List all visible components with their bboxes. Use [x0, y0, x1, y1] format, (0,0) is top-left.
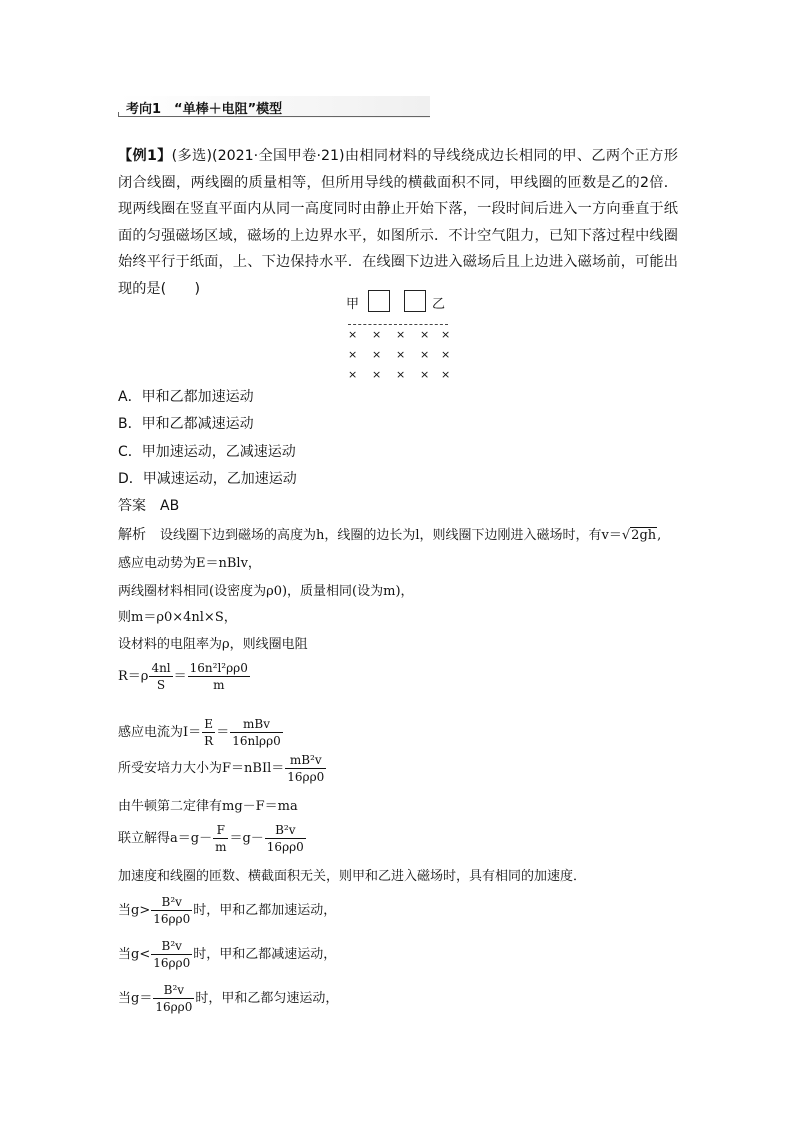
field-boundary-line [348, 324, 448, 325]
field-cross-mark: × [420, 328, 430, 341]
field-cross-mark: × [396, 368, 406, 381]
coil-jia-square [368, 290, 390, 312]
solution-line-current: 感应电流为I＝ $\frac{E}{R}$ ＝ $\frac{\text{mBv}}{\text{16nlρρ0}}$ [118, 717, 281, 748]
field-cross-mark: × [441, 348, 451, 361]
section-heading [118, 96, 430, 118]
field-cross-mark: × [441, 368, 451, 381]
solution-line-resistance: R＝ρ $\frac{4nl}{S}$ ＝ $\frac{\text{16n²l²ρρ0}}{m}$ [118, 661, 248, 692]
solution-line-1: 解析 设线圈下边到磁场的高度为h，线圈的边长为l，则线圈下边刚进入磁场时，有v＝√2gh, [118, 527, 662, 543]
coil-jia-label: 甲 [346, 297, 360, 312]
solution-line-newton: 由牛顿第二定律有mg－F＝ma [118, 799, 298, 814]
field-cross-mark: × [441, 328, 451, 341]
heading-rule [118, 116, 430, 117]
fraction: $\frac{\text{mB²v}}{16\rho\rho 0}$ [287, 753, 325, 784]
field-cross-mark: × [396, 328, 406, 341]
coil-figure [340, 288, 460, 380]
option-d: D．甲减速运动，乙加速运动 [118, 470, 297, 487]
option-c: C．甲加速运动，乙减速运动 [118, 443, 296, 460]
field-cross-mark: × [420, 368, 430, 381]
options-list [118, 384, 297, 493]
field-cross-mark: × [372, 368, 382, 381]
fraction: $\frac{\text{B²v}}{16\rho\rho 0}$ [155, 983, 193, 1014]
solution-line-4: 则m＝ρ0×4nl×S， [118, 610, 237, 625]
solution-case-uniform: 当g＝ $\frac{\text{B²v}}{16\rho\rho 0}$ 时，甲和乙都匀速运动， [118, 983, 339, 1014]
field-cross-mark: × [420, 348, 430, 361]
fraction: $\frac{\text{B²v}}{16\rho\rho 0}$ [266, 823, 304, 854]
field-cross-mark: × [348, 348, 358, 361]
answer-line [118, 495, 179, 515]
field-cross-mark: × [348, 368, 358, 381]
field-cross-mark: × [396, 348, 406, 361]
coil-yi-label: 乙 [432, 297, 446, 312]
problem-statement [118, 143, 678, 303]
fraction: $\frac{E}{R}$ [204, 717, 214, 748]
fraction: $\frac{\text{B²v}}{16\rho\rho 0}$ [153, 895, 191, 926]
field-cross-mark: × [348, 328, 358, 341]
example-tag: 【例1】 [118, 148, 172, 164]
answer-label: 答案 [118, 498, 146, 514]
fraction: $\frac{\text{B²v}}{16\rho\rho 0}$ [153, 939, 191, 970]
solution-label: 解析 [118, 527, 146, 543]
problem-source: (多选)(2021·全国甲卷·21) [171, 148, 345, 164]
fraction: $\frac{\text{16n²l²ρρ0}}{m}$ [189, 661, 248, 692]
solution-line-accel: 联立解得a＝g－ $\frac{F}{m}$ ＝g－ $\frac{\text{B²v}}{16\rho\rho 0}$ [118, 823, 304, 854]
fraction: $\frac{\text{mBv}}{\text{16nlρρ0}}$ [232, 717, 281, 748]
solution-case-decelerate: 当g< $\frac{\text{B²v}}{16\rho\rho 0}$ 时，甲和乙都减速运动， [118, 939, 337, 970]
option-b: B．甲和乙都减速运动 [118, 416, 254, 433]
solution-case-accelerate: 当g> $\frac{\text{B²v}}{16\rho\rho 0}$ 时，甲和乙都加速运动， [118, 895, 337, 926]
option-a: A．甲和乙都加速运动 [118, 389, 254, 405]
problem-text: 由相同材料的导线绕成边长相同的甲、乙两个正方形闭合线圈，两线圈的质量相等，但所用导线的横截面积不同，甲线圈的匝数是乙的2倍．现两线圈在竖直平面内从同一高度同时由静止开始下落，一段时间后进入一方向垂直于纸面的匀强磁场区域，磁场的上边界水平，如图所示．不计空气阻力，已知下落过程中线圈始终平行于纸面，上、下边保持水平．在线圈下边进入磁场后且上边进入磁场前，可能出现的是( ) [118, 148, 678, 297]
solution-line-2: 感应电动势为E＝nBlv， [118, 556, 261, 571]
fraction: $\frac{F}{m}$ [215, 823, 227, 854]
field-cross-mark: × [372, 328, 382, 341]
solution-line-5: 设材料的电阻率为ρ，则线圈电阻 [118, 637, 308, 652]
solution-line-force: 所受安培力大小为F＝nBIl＝ $\frac{\text{mB²v}}{16\rho\rho 0}$ [118, 753, 325, 784]
section-heading-text: 考向1 “单棒＋电阻”模型 [126, 102, 283, 117]
fraction: $\frac{4nl}{S}$ [151, 661, 171, 692]
coil-yi-square [404, 290, 426, 312]
answer-value: AB [160, 498, 180, 514]
solution-line-conclusion: 加速度和线圈的匝数、横截面积无关，则甲和乙进入磁场时，具有相同的加速度． [118, 869, 587, 884]
field-cross-mark: × [372, 348, 382, 361]
solution-line-3: 两线圈材料相同(设密度为ρ0)，质量相同(设为m)， [118, 584, 414, 599]
